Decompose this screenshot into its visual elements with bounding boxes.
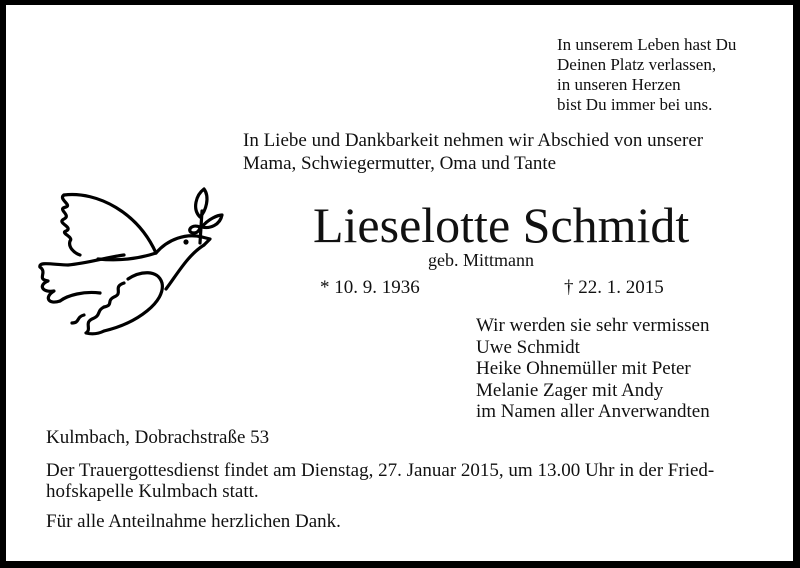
maiden-name: geb. Mittmann [428, 250, 534, 270]
mourners-list [476, 315, 710, 423]
birth-date: * 10. 9. 1936 [320, 277, 420, 298]
mourner-name: Heike Ohnemüller mit Peter [476, 358, 691, 379]
thanks-text: Für alle Anteilnahme herzlichen Dank. [46, 511, 341, 532]
mourner-name: Uwe Schmidt [476, 336, 580, 358]
mourners-line: im Namen aller Anverwandten [476, 401, 710, 422]
address: Kulmbach, Dobrachstraße 53 [46, 427, 270, 448]
intro-line: Mama, Schwiegermutter, Oma und Tante [243, 153, 557, 174]
mourner-name: Melanie Zager mit Andy [476, 379, 664, 401]
service-line: hofskapelle Kulmbach statt. [46, 481, 259, 502]
dove-icon [28, 183, 228, 353]
intro-text [243, 129, 703, 175]
poem-line: in unseren Herzen [557, 75, 681, 94]
service-line: Der Trauergottesdienst findet am Dienstag, 27. Januar 2015, um 13.00 Uhr in der Fried- [46, 460, 715, 481]
mourners-line: Wir werden sie sehr vermissen [476, 315, 710, 336]
service-info [46, 460, 714, 502]
poem-line: bist Du immer bei uns. [557, 95, 713, 114]
poem-line: In unserem Leben hast Du [557, 35, 737, 54]
deceased-name: Lieselotte Schmidt [313, 197, 690, 253]
death-date: † 22. 1. 2015 [564, 277, 664, 298]
memorial-poem [557, 35, 736, 115]
intro-line: In Liebe und Dankbarkeit nehmen wir Abschied von unserer [243, 130, 704, 151]
obituary-page [6, 5, 793, 561]
poem-line: Deinen Platz verlassen, [557, 55, 717, 74]
